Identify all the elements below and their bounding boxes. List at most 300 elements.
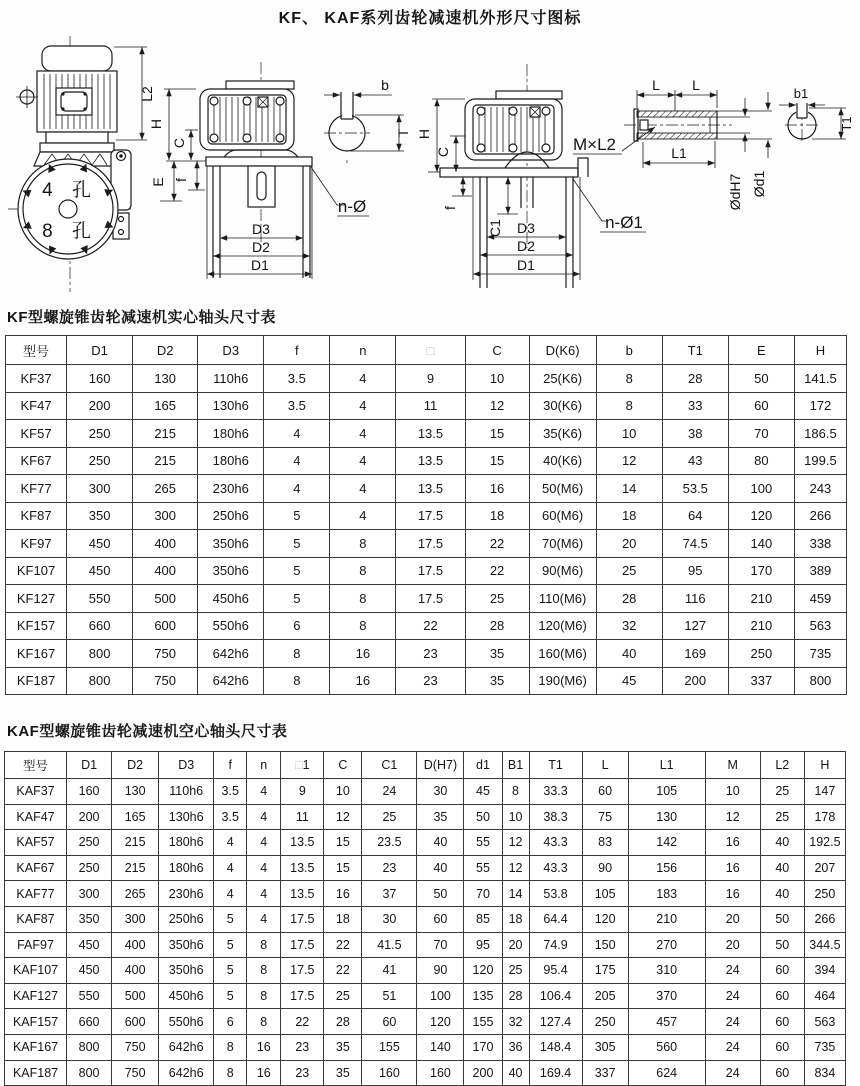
dim-l1-label: L1 bbox=[671, 145, 687, 161]
value-cell: 28 bbox=[324, 1009, 362, 1035]
value-cell: 250 bbox=[728, 640, 794, 668]
value-cell: 5 bbox=[214, 983, 247, 1009]
value-cell: 8 bbox=[214, 1034, 247, 1060]
value-cell: 13.5 bbox=[281, 830, 324, 856]
value-cell: 15 bbox=[324, 855, 362, 881]
value-cell: 9 bbox=[396, 365, 465, 393]
value-cell: 25 bbox=[502, 958, 529, 984]
value-cell: 4 bbox=[330, 365, 396, 393]
model-cell: KAF57 bbox=[5, 830, 67, 856]
dim-f-label: f bbox=[173, 178, 189, 182]
value-cell: 40 bbox=[596, 640, 662, 668]
dimension-diagram bbox=[0, 0, 860, 300]
table-row bbox=[5, 983, 846, 1009]
value-cell: 22 bbox=[324, 958, 362, 984]
value-cell: 105 bbox=[628, 779, 705, 805]
hollow-shaft-key-section bbox=[779, 86, 854, 142]
value-cell: 4 bbox=[330, 502, 396, 530]
value-cell: 40 bbox=[417, 830, 464, 856]
value-cell: 85 bbox=[464, 906, 502, 932]
column-header: n bbox=[330, 336, 396, 365]
table-row bbox=[5, 881, 846, 907]
value-cell: 20 bbox=[705, 906, 760, 932]
value-cell: 127 bbox=[662, 612, 728, 640]
value-cell: 147 bbox=[804, 779, 845, 805]
value-cell: 12 bbox=[596, 447, 662, 475]
dim-bore-dia-label: ØdH7 bbox=[727, 173, 743, 211]
value-cell: 337 bbox=[728, 667, 794, 695]
value-cell: 18 bbox=[465, 502, 529, 530]
value-cell: 74.9 bbox=[529, 932, 582, 958]
value-cell: 22 bbox=[465, 557, 529, 585]
column-header: L2 bbox=[760, 752, 804, 779]
value-cell: 25 bbox=[760, 804, 804, 830]
kaf-table-title: KAF型螺旋锥齿轮减速机空心轴头尺寸表 bbox=[7, 723, 288, 740]
model-cell: KF67 bbox=[6, 447, 67, 475]
hollow-shaft-detail bbox=[624, 77, 772, 210]
value-cell: 23 bbox=[362, 855, 417, 881]
value-cell: 457 bbox=[628, 1009, 705, 1035]
value-cell: 624 bbox=[628, 1060, 705, 1086]
value-cell: 23 bbox=[396, 667, 465, 695]
dim-c-label: C bbox=[435, 146, 451, 158]
column-header: f bbox=[214, 752, 247, 779]
value-cell: 14 bbox=[596, 475, 662, 503]
column-header: M bbox=[705, 752, 760, 779]
model-cell: KAF77 bbox=[5, 881, 67, 907]
value-cell: 750 bbox=[112, 1034, 159, 1060]
value-cell: 5 bbox=[214, 906, 247, 932]
value-cell: 25 bbox=[324, 983, 362, 1009]
value-cell: 70 bbox=[464, 881, 502, 907]
value-cell: 50 bbox=[760, 932, 804, 958]
value-cell: 13.5 bbox=[281, 881, 324, 907]
value-cell: 350 bbox=[67, 502, 133, 530]
value-cell: 13.5 bbox=[281, 855, 324, 881]
value-cell: 90 bbox=[417, 958, 464, 984]
value-cell: 148.4 bbox=[529, 1034, 582, 1060]
model-cell: KF187 bbox=[6, 667, 67, 695]
value-cell: 120 bbox=[728, 502, 794, 530]
value-cell: 24 bbox=[705, 983, 760, 1009]
value-cell: 4 bbox=[330, 447, 396, 475]
value-cell: 60 bbox=[582, 779, 628, 805]
value-cell: 141.5 bbox=[794, 365, 846, 393]
value-cell: 750 bbox=[112, 1060, 159, 1086]
value-cell: 55 bbox=[464, 855, 502, 881]
value-cell: 155 bbox=[464, 1009, 502, 1035]
model-cell: KAF167 bbox=[5, 1034, 67, 1060]
value-cell: 8 bbox=[264, 667, 330, 695]
column-header: D(H7) bbox=[417, 752, 464, 779]
value-cell: 16 bbox=[247, 1034, 281, 1060]
value-cell: 4 bbox=[247, 804, 281, 830]
value-cell: 169.4 bbox=[529, 1060, 582, 1086]
model-cell: KAF67 bbox=[5, 855, 67, 881]
column-header: D2 bbox=[112, 752, 159, 779]
value-cell: 270 bbox=[628, 932, 705, 958]
value-cell: 11 bbox=[281, 804, 324, 830]
model-cell: KF127 bbox=[6, 585, 67, 613]
table-row bbox=[5, 1060, 846, 1086]
value-cell: 250 bbox=[804, 881, 845, 907]
value-cell: 16 bbox=[324, 881, 362, 907]
value-cell: 130h6 bbox=[159, 804, 214, 830]
value-cell: 8 bbox=[214, 1060, 247, 1086]
value-cell: 60 bbox=[362, 1009, 417, 1035]
solid-shaft-key-section bbox=[324, 77, 411, 163]
value-cell: 12 bbox=[465, 392, 529, 420]
value-cell: 45 bbox=[464, 779, 502, 805]
value-cell: 116 bbox=[662, 585, 728, 613]
value-cell: 200 bbox=[464, 1060, 502, 1086]
value-cell: 23 bbox=[281, 1034, 324, 1060]
value-cell: 40 bbox=[417, 855, 464, 881]
value-cell: 25(K6) bbox=[529, 365, 596, 393]
value-cell: 180h6 bbox=[198, 447, 264, 475]
value-cell: 23 bbox=[396, 640, 465, 668]
value-cell: 8 bbox=[330, 530, 396, 558]
value-cell: 100 bbox=[417, 983, 464, 1009]
value-cell: 450 bbox=[67, 530, 133, 558]
column-header: C1 bbox=[362, 752, 417, 779]
value-cell: 17.5 bbox=[396, 585, 465, 613]
value-cell: 310 bbox=[628, 958, 705, 984]
value-cell: 22 bbox=[281, 1009, 324, 1035]
model-cell: KF37 bbox=[6, 365, 67, 393]
value-cell: 8 bbox=[264, 640, 330, 668]
value-cell: 464 bbox=[804, 983, 845, 1009]
dim-c1-label: C1 bbox=[487, 219, 503, 237]
value-cell: 337 bbox=[582, 1060, 628, 1086]
column-header: d1 bbox=[464, 752, 502, 779]
model-cell: KF57 bbox=[6, 420, 67, 448]
value-cell: 450 bbox=[67, 557, 133, 585]
value-cell: 563 bbox=[804, 1009, 845, 1035]
model-cell: KAF47 bbox=[5, 804, 67, 830]
value-cell: 750 bbox=[133, 640, 198, 668]
value-cell: 18 bbox=[502, 906, 529, 932]
model-cell: FAF97 bbox=[5, 932, 67, 958]
value-cell: 5 bbox=[264, 530, 330, 558]
table-row bbox=[5, 932, 846, 958]
value-cell: 40 bbox=[760, 830, 804, 856]
value-cell: 130 bbox=[112, 779, 159, 805]
dim-d2-label: D2 bbox=[517, 238, 535, 254]
value-cell: 12 bbox=[705, 804, 760, 830]
table-row bbox=[6, 365, 847, 393]
value-cell: 450 bbox=[67, 958, 112, 984]
value-cell: 8 bbox=[596, 365, 662, 393]
value-cell: 55 bbox=[464, 830, 502, 856]
model-cell: KF157 bbox=[6, 612, 67, 640]
value-cell: 17.5 bbox=[396, 502, 465, 530]
value-cell: 300 bbox=[67, 881, 112, 907]
value-cell: 17.5 bbox=[281, 906, 324, 932]
value-cell: 35 bbox=[465, 640, 529, 668]
model-cell: KAF127 bbox=[5, 983, 67, 1009]
header-row bbox=[5, 752, 846, 779]
front-view bbox=[8, 36, 155, 292]
value-cell: 28 bbox=[662, 365, 728, 393]
value-cell: 250h6 bbox=[198, 502, 264, 530]
table-row bbox=[6, 392, 847, 420]
value-cell: 14 bbox=[502, 881, 529, 907]
value-cell: 4 bbox=[214, 881, 247, 907]
side-view-solid-shaft bbox=[148, 62, 369, 279]
value-cell: 20 bbox=[596, 530, 662, 558]
page-title: KF、 KAF系列齿轮减速机外形尺寸图标 bbox=[278, 10, 582, 27]
value-cell: 40 bbox=[760, 855, 804, 881]
value-cell: 6 bbox=[214, 1009, 247, 1035]
kf-table-title: KF型螺旋锥齿轮减速机实心轴头尺寸表 bbox=[7, 309, 276, 326]
value-cell: 160 bbox=[417, 1060, 464, 1086]
value-cell: 24 bbox=[705, 1034, 760, 1060]
value-cell: 350h6 bbox=[159, 932, 214, 958]
column-header: n bbox=[247, 752, 281, 779]
value-cell: 40 bbox=[760, 881, 804, 907]
value-cell: 156 bbox=[628, 855, 705, 881]
value-cell: 8 bbox=[247, 983, 281, 1009]
value-cell: 563 bbox=[794, 612, 846, 640]
value-cell: 50 bbox=[464, 804, 502, 830]
value-cell: 230h6 bbox=[159, 881, 214, 907]
value-cell: 642h6 bbox=[198, 667, 264, 695]
table-row bbox=[5, 1009, 846, 1035]
value-cell: 389 bbox=[794, 557, 846, 585]
value-cell: 250 bbox=[67, 855, 112, 881]
value-cell: 450h6 bbox=[159, 983, 214, 1009]
value-cell: 120 bbox=[417, 1009, 464, 1035]
value-cell: 750 bbox=[133, 667, 198, 695]
value-cell: 660 bbox=[67, 612, 133, 640]
model-cell: KF107 bbox=[6, 557, 67, 585]
value-cell: 15 bbox=[324, 830, 362, 856]
value-cell: 25 bbox=[362, 804, 417, 830]
value-cell: 459 bbox=[794, 585, 846, 613]
value-cell: 266 bbox=[794, 502, 846, 530]
value-cell: 20 bbox=[705, 932, 760, 958]
table-row bbox=[6, 557, 847, 585]
value-cell: 735 bbox=[794, 640, 846, 668]
value-cell: 17.5 bbox=[281, 958, 324, 984]
value-cell: 40 bbox=[502, 1060, 529, 1086]
value-cell: 12 bbox=[502, 830, 529, 856]
value-cell: 25 bbox=[596, 557, 662, 585]
value-cell: 350h6 bbox=[198, 530, 264, 558]
n-holes-label: n-Ø bbox=[337, 197, 367, 216]
value-cell: 350h6 bbox=[159, 958, 214, 984]
value-cell: 169 bbox=[662, 640, 728, 668]
value-cell: 400 bbox=[133, 530, 198, 558]
value-cell: 50 bbox=[417, 881, 464, 907]
value-cell: 6 bbox=[264, 612, 330, 640]
column-header: D3 bbox=[159, 752, 214, 779]
value-cell: 28 bbox=[596, 585, 662, 613]
value-cell: 250 bbox=[582, 1009, 628, 1035]
value-cell: 160 bbox=[67, 365, 133, 393]
value-cell: 140 bbox=[417, 1034, 464, 1060]
value-cell: 4 bbox=[247, 881, 281, 907]
value-cell: 60 bbox=[760, 1060, 804, 1086]
column-header: T1 bbox=[529, 752, 582, 779]
model-cell: KAF37 bbox=[5, 779, 67, 805]
value-cell: 11 bbox=[396, 392, 465, 420]
table-row bbox=[5, 855, 846, 881]
value-cell: 5 bbox=[214, 932, 247, 958]
table-row bbox=[5, 958, 846, 984]
value-cell: 120 bbox=[582, 906, 628, 932]
value-cell: 550h6 bbox=[159, 1009, 214, 1035]
value-cell: 20 bbox=[502, 932, 529, 958]
dim-d3-label: D3 bbox=[517, 220, 535, 236]
value-cell: 16 bbox=[330, 640, 396, 668]
value-cell: 500 bbox=[112, 983, 159, 1009]
value-cell: 642h6 bbox=[159, 1034, 214, 1060]
column-header: T1 bbox=[662, 336, 728, 365]
value-cell: 38 bbox=[662, 420, 728, 448]
value-cell: 70 bbox=[417, 932, 464, 958]
thread-label: M×L2 bbox=[573, 135, 616, 154]
model-cell: KAF157 bbox=[5, 1009, 67, 1035]
value-cell: 4 bbox=[264, 475, 330, 503]
value-cell: 5 bbox=[214, 958, 247, 984]
n-holes-label: n-Ø1 bbox=[605, 213, 643, 232]
column-header: C bbox=[465, 336, 529, 365]
value-cell: 70(M6) bbox=[529, 530, 596, 558]
value-cell: 660 bbox=[67, 1009, 112, 1035]
value-cell: 60 bbox=[760, 983, 804, 1009]
value-cell: 90 bbox=[582, 855, 628, 881]
value-cell: 160 bbox=[67, 779, 112, 805]
value-cell: 24 bbox=[705, 1009, 760, 1035]
column-header: 型号 bbox=[6, 336, 67, 365]
value-cell: 35 bbox=[324, 1060, 362, 1086]
column-header: D3 bbox=[198, 336, 264, 365]
value-cell: 16 bbox=[705, 855, 760, 881]
value-cell: 50(M6) bbox=[529, 475, 596, 503]
value-cell: 25 bbox=[465, 585, 529, 613]
dim-h-label: H bbox=[148, 118, 164, 130]
value-cell: 53.5 bbox=[662, 475, 728, 503]
column-header: H bbox=[794, 336, 846, 365]
column-header: L1 bbox=[628, 752, 705, 779]
value-cell: 450h6 bbox=[198, 585, 264, 613]
value-cell: 305 bbox=[582, 1034, 628, 1060]
value-cell: 338 bbox=[794, 530, 846, 558]
value-cell: 8 bbox=[330, 612, 396, 640]
value-cell: 110h6 bbox=[159, 779, 214, 805]
value-cell: 834 bbox=[804, 1060, 845, 1086]
value-cell: 8 bbox=[247, 932, 281, 958]
value-cell: 17.5 bbox=[281, 932, 324, 958]
value-cell: 400 bbox=[112, 958, 159, 984]
value-cell: 60 bbox=[728, 392, 794, 420]
value-cell: 3.5 bbox=[264, 392, 330, 420]
value-cell: 60 bbox=[760, 958, 804, 984]
value-cell: 8 bbox=[330, 557, 396, 585]
value-cell: 130h6 bbox=[198, 392, 264, 420]
value-cell: 3.5 bbox=[214, 779, 247, 805]
value-cell: 120 bbox=[464, 958, 502, 984]
value-cell: 350h6 bbox=[198, 557, 264, 585]
value-cell: 75 bbox=[582, 804, 628, 830]
value-cell: 10 bbox=[596, 420, 662, 448]
value-cell: 300 bbox=[133, 502, 198, 530]
value-cell: 735 bbox=[804, 1034, 845, 1060]
table-row bbox=[6, 475, 847, 503]
value-cell: 8 bbox=[247, 958, 281, 984]
dim-outer-dia-label: Ød1 bbox=[751, 170, 767, 198]
value-cell: 33 bbox=[662, 392, 728, 420]
value-cell: 23 bbox=[281, 1060, 324, 1086]
table-row bbox=[6, 640, 847, 668]
value-cell: 15 bbox=[465, 420, 529, 448]
dim-b-label: b bbox=[381, 77, 389, 93]
value-cell: 64.4 bbox=[529, 906, 582, 932]
column-header: 型号 bbox=[5, 752, 67, 779]
value-cell: 100 bbox=[728, 475, 794, 503]
value-cell: 370 bbox=[628, 983, 705, 1009]
value-cell: 8 bbox=[247, 1009, 281, 1035]
value-cell: 51 bbox=[362, 983, 417, 1009]
table-row bbox=[5, 779, 846, 805]
value-cell: 110h6 bbox=[198, 365, 264, 393]
column-header: L bbox=[582, 752, 628, 779]
value-cell: 265 bbox=[112, 881, 159, 907]
table-row bbox=[6, 530, 847, 558]
value-cell: 5 bbox=[264, 502, 330, 530]
model-cell: KF77 bbox=[6, 475, 67, 503]
value-cell: 200 bbox=[67, 392, 133, 420]
value-cell: 560 bbox=[628, 1034, 705, 1060]
column-header: b bbox=[596, 336, 662, 365]
value-cell: 43.3 bbox=[529, 830, 582, 856]
value-cell: 30 bbox=[362, 906, 417, 932]
value-cell: 13.5 bbox=[396, 447, 465, 475]
value-cell: 12 bbox=[502, 855, 529, 881]
dim-l2-label: L2 bbox=[139, 86, 155, 102]
value-cell: 17.5 bbox=[281, 983, 324, 1009]
value-cell: 43 bbox=[662, 447, 728, 475]
value-cell: 17.5 bbox=[396, 557, 465, 585]
table-row bbox=[6, 447, 847, 475]
value-cell: 207 bbox=[804, 855, 845, 881]
value-cell: 35 bbox=[417, 804, 464, 830]
value-cell: 450 bbox=[67, 932, 112, 958]
value-cell: 4 bbox=[247, 906, 281, 932]
value-cell: 160(M6) bbox=[529, 640, 596, 668]
value-cell: 106.4 bbox=[529, 983, 582, 1009]
column-header: D1 bbox=[67, 752, 112, 779]
value-cell: 60 bbox=[760, 1009, 804, 1035]
value-cell: 642h6 bbox=[159, 1060, 214, 1086]
value-cell: 800 bbox=[67, 640, 133, 668]
dim-t-label: T bbox=[395, 128, 411, 138]
dim-c-label: C bbox=[171, 137, 187, 149]
dim-d1-label: D1 bbox=[517, 257, 535, 273]
value-cell: 5 bbox=[264, 557, 330, 585]
value-cell: 175 bbox=[582, 958, 628, 984]
table-row bbox=[5, 830, 846, 856]
table-row bbox=[5, 804, 846, 830]
value-cell: 199.5 bbox=[794, 447, 846, 475]
model-cell: KF47 bbox=[6, 392, 67, 420]
value-cell: 50 bbox=[728, 365, 794, 393]
column-header: H bbox=[804, 752, 845, 779]
value-cell: 32 bbox=[596, 612, 662, 640]
value-cell: 250 bbox=[67, 830, 112, 856]
